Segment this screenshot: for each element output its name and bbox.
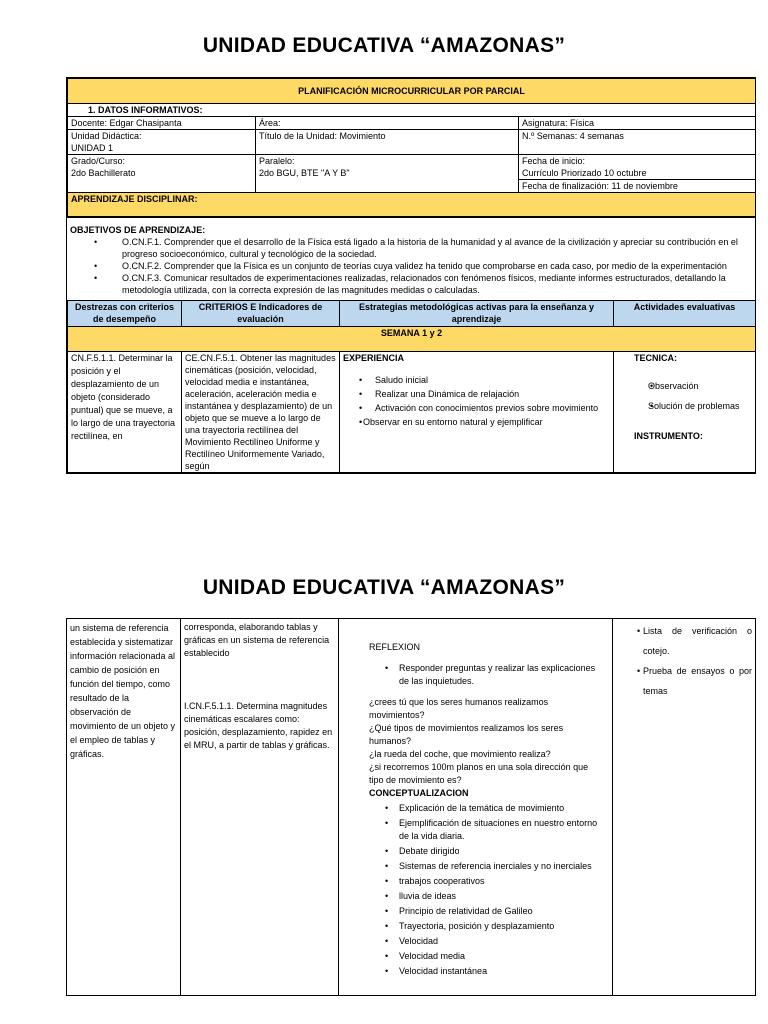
- conceptualizacion-item: • Ejemplificación de situaciones en nuestro entorno de la vida diaria.: [369, 817, 598, 843]
- pregunta: ¿la rueda del coche, que movimiento realiza?: [369, 749, 551, 759]
- experiencia-item: • Observar en su entorno natural y ejemplificar: [343, 416, 610, 428]
- paralelo-cell: [256, 155, 519, 193]
- page-title: UNIDAD EDUCATIVA “AMAZONAS”: [202, 34, 566, 57]
- conceptualizacion-item: • Debate dirigido: [369, 845, 598, 858]
- header-actividades: Actividades evaluativas: [614, 301, 756, 327]
- planning-table: [66, 77, 756, 474]
- actividades-cell: [614, 352, 756, 473]
- fechas-cell: [519, 155, 756, 193]
- tecnica-item: • Observación: [634, 380, 752, 392]
- reflexion-item: • Responder preguntas y realizar las explicaciones de las inquietudes.: [369, 662, 598, 688]
- pregunta: ¿Qué tipos de movimientos realizamos los seres humanos?: [369, 723, 564, 746]
- docente-cell: Docente: Edgar Chasipanta: [68, 117, 256, 130]
- objetivos-heading: OBJETIVOS DE APRENDIZAJE:: [70, 225, 206, 235]
- grado-label: Grado/Curso:: [71, 156, 126, 166]
- planning-header: PLANIFICACIÓN MICROCURRICULAR POR PARCIAL: [68, 79, 756, 104]
- semana-row: SEMANA 1 y 2: [68, 327, 756, 352]
- objetivo-item: • O.CN.F.1. Comprender que el desarrollo de la Física está ligado a la historia de la humanidad y al avance de la civilización y apreciar su contribución en el progreso socioeconómico, cultural y tecnológico de la sociedad.: [70, 236, 752, 260]
- objetivo-item: • O.CN.F.2. Comprender que la Física es un conjunto de teorías cuya validez ha tenido que comprobarse en cada caso, por medio de la experimentación: [70, 260, 752, 272]
- conceptualizacion-item: • Velocidad media: [369, 950, 598, 963]
- pregunta: ¿crees tú que los seres humanos realizamos movimientos?: [369, 697, 549, 720]
- conceptualizacion-item: • Sistemas de referencia inerciales y no inerciales: [369, 860, 598, 873]
- objetivo-item: • O.CN.F.3. Comunicar resultados de experimentaciones realizadas, relacionados con fenómenos físicos, mediante informes estructurados, detallando la metodología utilizada, con la correcta expresión de las magnitudes medidas o calculadas.: [70, 272, 752, 296]
- conceptualizacion-item: • Explicación de la temática de movimiento: [369, 802, 598, 815]
- conceptualizacion-item: • Trayectoria, posición y desplazamiento: [369, 920, 598, 933]
- fecha-fin: Fecha de finalización: 11 de noviembre: [519, 179, 755, 192]
- area-cell: Área:: [256, 117, 519, 130]
- fecha-inicio-value: Currículo Priorizado 10 octubre: [522, 168, 647, 178]
- criterio-cell: CE.CN.F.5.1. Obtener las magnitudes cinemáticas (posición, velocidad, velocidad media e instantánea, aceleración, aceleración media e instantánea y desplazamiento) de un objeto que se mueve a lo largo de una trayectoria rectilínea del Movimiento Rectilíneo Uniforme y Rectilíneo Uniformemente Variado, según: [182, 352, 340, 473]
- conceptualizacion-heading: CONCEPTUALIZACION: [369, 788, 469, 798]
- experiencia-item: • Saludo inicial: [343, 374, 610, 386]
- conceptualizacion-item: • Velocidad: [369, 935, 598, 948]
- objetivos-section: [67, 217, 755, 300]
- conceptualizacion-item: • trabajos cooperativos: [369, 875, 598, 888]
- grado-cell: [68, 155, 256, 193]
- experiencia-heading: EXPERIENCIA: [343, 353, 405, 363]
- instrumento-heading: INSTRUMENTO:: [634, 431, 703, 441]
- estrategias-cell: [340, 352, 614, 473]
- criterio-continued-text: corresponda, elaborando tablas y gráficas en un sistema de referencia establecido: [184, 622, 330, 658]
- header-estrategias: Estrategias metodológicas activas para la enseñanza y aprendizaje: [340, 301, 614, 327]
- destreza-cell-continued: un sistema de referencia establecida y sistematizar información relacionada al cambio de posición en función del tiempo, como resultado de la observación de movimiento de un objeto y el empleo de tablas y gráficas.: [67, 619, 181, 995]
- tecnica-item: • Solución de problemas: [634, 400, 752, 412]
- tecnica-heading: TECNICA:: [634, 353, 677, 363]
- instrumento-item: • Lista de verificación o cotejo.: [621, 621, 752, 661]
- conceptualizacion-item: • Velocidad instantánea: [369, 965, 598, 978]
- asignatura-cell: Asignatura: Física: [519, 117, 756, 130]
- titulo-cell: Título de la Unidad: Movimiento: [256, 130, 519, 155]
- conceptualizacion-item: • lluvia de ideas: [369, 890, 598, 903]
- criterio-cell-continued: [181, 619, 339, 995]
- planning-table-continued: [66, 618, 756, 996]
- header-destrezas: Destrezas con criterios de desempeño: [68, 301, 182, 327]
- paralelo-value: 2do BGU, BTE "A Y B": [259, 168, 350, 178]
- reflexion-heading: REFLEXION: [369, 642, 421, 652]
- pregunta: ¿si recorremos 100m planos en una sola dirección que tipo de movimiento es?: [369, 762, 589, 785]
- paralelo-label: Paralelo:: [259, 156, 295, 166]
- estrategias-cell-continued: [339, 619, 613, 995]
- semanas-cell: N.º Semanas: 4 semanas: [519, 130, 756, 155]
- unidad-cell: [68, 130, 256, 155]
- header-criterios: CRITERIOS E Indicadores de evaluación: [182, 301, 340, 327]
- aprendizaje-heading: APRENDIZAJE DISCIPLINAR:: [68, 193, 756, 217]
- unidad-label: Unidad Didáctica:: [71, 131, 142, 141]
- destreza-cell: CN.F.5.1.1. Determinar la posición y el desplazamiento de un objeto (considerado puntual) que se mueve, a lo largo de una trayectoria rectilínea, en: [68, 352, 182, 473]
- indicador-text: I.CN.F.5.1.1. Determina magnitudes cinemáticas escalares como: posición, desplazamiento, rapidez en el MRU, a partir de tablas y gráficas.: [184, 701, 333, 750]
- actividades-cell-continued: [613, 619, 755, 995]
- grado-value: 2do Bachillerato: [71, 168, 136, 178]
- conceptualizacion-item: • Principio de relatividad de Galileo: [369, 905, 598, 918]
- unidad-value: UNIDAD 1: [71, 143, 114, 153]
- instrumento-item: • Prueba de ensayos o por temas: [621, 661, 752, 701]
- experiencia-item: • Activación con conocimientos previos sobre movimiento: [343, 402, 610, 414]
- page-title-2: UNIDAD EDUCATIVA “AMAZONAS”: [202, 576, 566, 599]
- datos-heading: 1. DATOS INFORMATIVOS:: [68, 104, 756, 117]
- fecha-inicio-label: Fecha de inicio:: [522, 156, 586, 166]
- experiencia-item: • Realizar una Dinámica de relajación: [343, 388, 610, 400]
